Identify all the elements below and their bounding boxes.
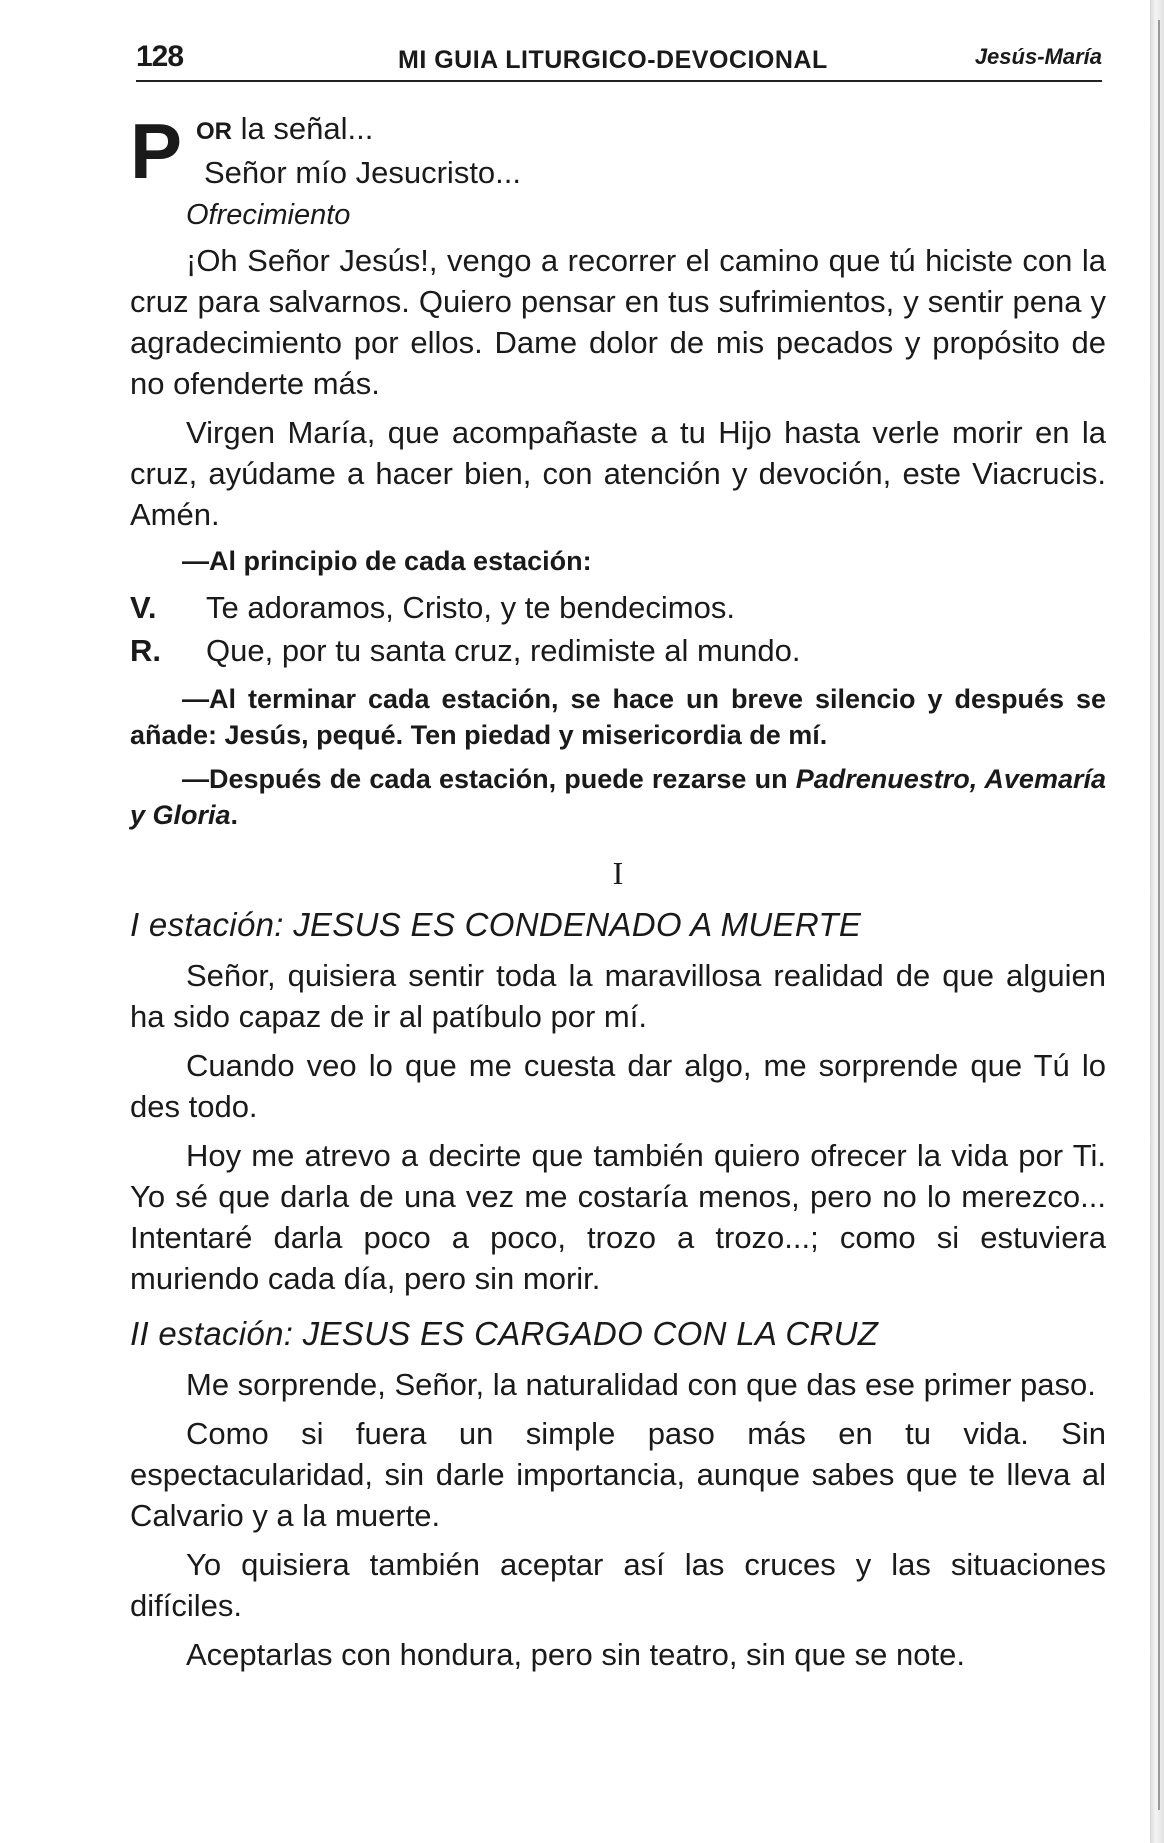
response-text: Que, por tu santa cruz, redimiste al mundo. (206, 633, 801, 668)
intro-block (130, 108, 1106, 193)
rubric-principio: —Al principio de cada estación: (182, 546, 592, 576)
ofrecimiento-heading: Ofrecimiento (186, 199, 351, 231)
station-1-paragraph: Cuando veo lo que me cuesta dar algo, me sorprende que Tú lo des todo. (130, 1048, 1106, 1124)
station-2-paragraph: Me sorprende, Señor, la naturalidad con que das ese primer paso. (186, 1367, 1096, 1402)
station-numeral: I (612, 855, 624, 891)
rubric-despues-end: . (230, 800, 239, 830)
intro-smallcaps: OR (196, 118, 232, 145)
running-head (136, 40, 1102, 82)
response-r (130, 630, 1106, 671)
station-2-paragraph: Yo quisiera también aceptar así las cruces y las situaciones difíciles. (130, 1547, 1106, 1623)
versicle-v (130, 587, 1106, 628)
station-1-paragraph: Hoy me atrevo a decirte que también quiero ofrecer la vida por Ti. Yo sé que darla de una vez me costaría menos, pero no lo merezco... Intentaré darla poco a poco, trozo a trozo...; como si estuviera muriendo cada día, pero sin morir. (130, 1138, 1106, 1296)
station-2-paragraph: Como si fuera un simple paso más en tu vida. Sin espectacularidad, sin darle importancia, aunque sabes que te lleva al Calvario y a la muerte. (130, 1416, 1106, 1533)
station-2-label: II estación: (130, 1315, 303, 1352)
rubric-despues (130, 761, 1106, 833)
station-1-label: I estación: (130, 906, 294, 943)
versicle-text: Te adoramos, Cristo, y te bendecimos. (206, 590, 735, 625)
station-2-title: JESUS ES CARGADO CON LA CRUZ (302, 1315, 879, 1352)
drop-cap: P (130, 107, 183, 195)
ofrecimiento-paragraph-1: ¡Oh Señor Jesús!, vengo a recorrer el camino que tú hiciste con la cruz para salvarnos. Quiero pensar en tus sufrimientos, y sentir pena y agradecimiento por ellos. Dame dolor de mis pecados y propósito de no ofenderte más. (130, 243, 1106, 401)
ofrecimiento-paragraph-2: Virgen María, que acompañaste a tu Hijo hasta verle morir en la cruz, ayúdame a hacer bien, con atención y devoción, este Viacrucis. Amén. (130, 415, 1106, 532)
intro-line-1 (196, 108, 1106, 152)
intro-line-1-rest: la señal... (232, 111, 374, 146)
versicle-sign: V. (130, 590, 157, 625)
page-number: 128 (136, 40, 184, 73)
page-edge (1150, 0, 1164, 1843)
rubric-terminar: —Al terminar cada estación, se hace un breve silencio y después se añade: Jesús, pequé. Ten piedad y misericordia de mí. (130, 684, 1106, 750)
station-2-paragraph: Aceptarlas con hondura, pero sin teatro, sin que se note. (186, 1637, 965, 1672)
page-edge-line (1158, 20, 1160, 1810)
response-sign: R. (130, 633, 161, 668)
rubric-despues-lead: —Después de cada estación, puede rezarse un (182, 764, 796, 794)
intro-line-2: Señor mío Jesucristo... (204, 155, 522, 190)
rubric-despues-prayers: Padrenuestro, Avemaría y Gloria (130, 764, 1106, 830)
station-1-paragraph: Señor, quisiera sentir toda la maravillosa realidad de que alguien ha sido capaz de ir al patíbulo por mí. (130, 958, 1106, 1034)
station-1-title: JESUS ES CONDENADO A MUERTE (293, 906, 862, 943)
station-1-heading (130, 904, 1106, 945)
page-content (130, 108, 1106, 1683)
section-tag: Jesús-María (974, 44, 1102, 69)
book-title: MI GUIA LITURGICO-DEVOCIONAL (398, 46, 828, 74)
station-2-heading (130, 1313, 1106, 1354)
